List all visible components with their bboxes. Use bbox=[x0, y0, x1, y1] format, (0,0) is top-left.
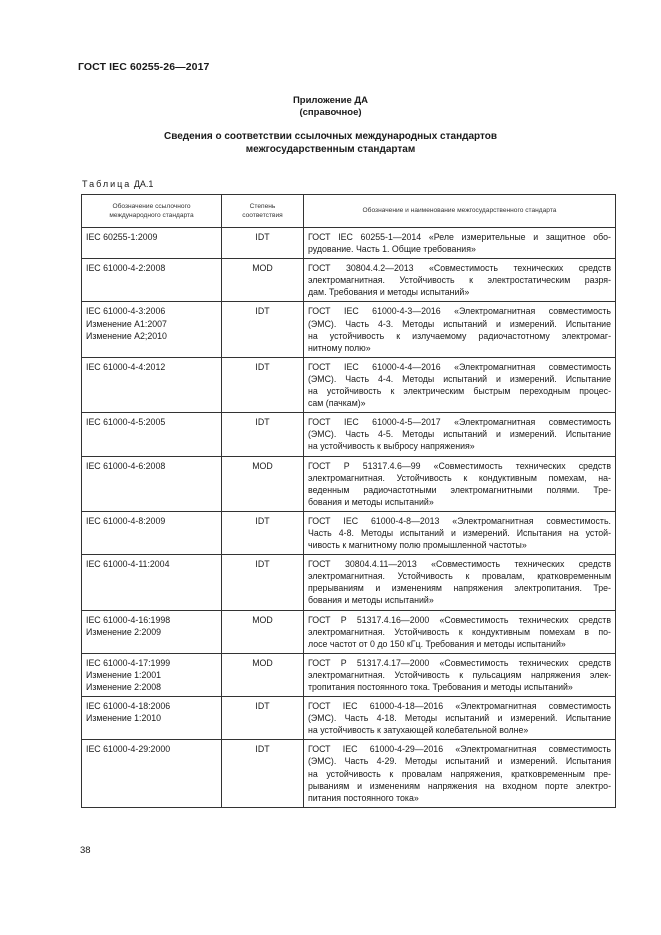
standard-line: нитному полю» bbox=[308, 342, 371, 353]
cell-standard bbox=[304, 357, 616, 412]
cell-degree bbox=[222, 511, 304, 554]
cell-degree bbox=[222, 697, 304, 740]
reference-line: IEC 61000-4-16:1998 bbox=[86, 614, 171, 625]
degree-value: IDT bbox=[255, 417, 270, 428]
table-row bbox=[82, 697, 616, 740]
standard-line: на устойчивость к излучаемому радиочастотному электромаг- bbox=[308, 330, 611, 341]
cell-reference bbox=[82, 653, 222, 696]
reference-line: Изменение А1:2007 bbox=[86, 318, 167, 329]
standard-line: ГОСТ IEC 61000-4-29—2016 «Электромагнитная совместимость bbox=[308, 744, 611, 755]
reference-line: Изменение 1:2010 bbox=[86, 713, 162, 724]
standard-line: лосе частот от 0 до 150 кГц. Требования и методы испытаний» bbox=[308, 638, 566, 649]
cell-standard bbox=[304, 697, 616, 740]
cell-degree bbox=[222, 610, 304, 653]
standard-line: Часть 4-8. Методы испытаний и измерений. Испытания на устой- bbox=[308, 527, 611, 538]
table-label bbox=[82, 179, 153, 189]
standard-line: электромагнитная. Устойчивость к кондуктивным помехам в по- bbox=[308, 626, 611, 637]
reference-line: IEC 61000-4-8:2009 bbox=[86, 515, 166, 526]
table-row bbox=[82, 302, 616, 357]
standard-line: рываниям и изменениям напряжения на входном порте электро- bbox=[308, 780, 611, 791]
reference-line: IEC 61000-4-29:2000 bbox=[86, 744, 171, 755]
degree-value: IDT bbox=[255, 559, 270, 570]
correspondence-table bbox=[81, 194, 616, 808]
cell-reference bbox=[82, 511, 222, 554]
cell-reference bbox=[82, 456, 222, 511]
standard-line: ГОСТ 30804.4.2—2013 «Совместимость технических средств bbox=[308, 263, 611, 274]
reference-line: Изменение 1:2001 bbox=[86, 669, 162, 680]
table-header-row bbox=[82, 195, 616, 228]
section-title-line-2: межгосударственным стандартам bbox=[245, 144, 416, 155]
table-row bbox=[82, 259, 616, 302]
standard-line: электромагнитная. Устойчивость к кондуктивным помехам, на- bbox=[308, 472, 611, 483]
header-reference-standard: Обозначение ссылочного международного стандарта bbox=[82, 195, 222, 228]
reference-line: IEC 61000-4-2:2008 bbox=[86, 263, 166, 274]
cell-degree bbox=[222, 740, 304, 807]
degree-value: IDT bbox=[255, 701, 270, 712]
standard-line: ГОСТ Р 51317.4.6—99 «Совместимость технических средств bbox=[308, 460, 611, 471]
cell-reference bbox=[82, 697, 222, 740]
cell-standard bbox=[304, 302, 616, 357]
standard-line: ГОСТ Р 51317.4.17—2000 «Совместимость технических средств bbox=[308, 657, 611, 668]
cell-standard bbox=[304, 740, 616, 807]
cell-standard bbox=[304, 555, 616, 610]
standard-line: ГОСТ IEC 61000-4-5—2017 «Электромагнитная совместимость bbox=[308, 417, 611, 428]
standard-line: электромагнитная. Устойчивость к провалам, кратковременным bbox=[308, 571, 611, 582]
cell-standard bbox=[304, 228, 616, 259]
cell-degree bbox=[222, 357, 304, 412]
section-title bbox=[0, 130, 661, 156]
cell-degree bbox=[222, 413, 304, 456]
table-row bbox=[82, 653, 616, 696]
standard-line: (ЭМС). Часть 4-18. Методы испытаний и измерений. Испытание bbox=[308, 713, 611, 724]
standard-line: на устойчивость к электрическим быстрым переходным процес- bbox=[308, 386, 611, 397]
reference-line: IEC 61000-4-18:2006 bbox=[86, 701, 171, 712]
document-code: ГОСТ IEC 60255-26—2017 bbox=[78, 61, 210, 73]
degree-value: IDT bbox=[255, 232, 270, 242]
standard-line: (ЭМС). Часть 4-29. Методы испытаний и измерений. Испытания bbox=[308, 756, 611, 767]
degree-value: MOD bbox=[252, 614, 273, 625]
reference-line: IEC 61000-4-3:2006 bbox=[86, 306, 166, 317]
table-row bbox=[82, 413, 616, 456]
standard-line: прерываниям и изменениям напряжения электропитания. Тре- bbox=[308, 583, 611, 594]
table-row bbox=[82, 357, 616, 412]
header-degree: Степень соответствия bbox=[222, 195, 304, 228]
table-row bbox=[82, 740, 616, 807]
table-row bbox=[82, 228, 616, 259]
reference-line: Изменение 2:2008 bbox=[86, 682, 162, 692]
standard-line: на устойчивость к затухающей колебательной волне» bbox=[308, 725, 529, 736]
cell-degree bbox=[222, 653, 304, 696]
page-number: 38 bbox=[80, 845, 91, 856]
cell-reference bbox=[82, 555, 222, 610]
standard-line: веденным радиочастотными электромагнитными полями. Тре- bbox=[308, 484, 611, 495]
cell-reference bbox=[82, 740, 222, 807]
standard-line: ГОСТ 30804.4.11—2013 «Совместимость технических средств bbox=[308, 559, 611, 570]
cell-standard bbox=[304, 413, 616, 456]
standard-line: бования и методы испытаний» bbox=[308, 595, 434, 606]
standard-line: ГОСТ Р 51317.4.16—2000 «Совместимость технических средств bbox=[308, 614, 611, 625]
table-row bbox=[82, 456, 616, 511]
cell-reference bbox=[82, 302, 222, 357]
table-body bbox=[82, 228, 616, 808]
cell-standard bbox=[304, 610, 616, 653]
standard-line: чивость к магнитному полю промышленной частоты» bbox=[308, 540, 527, 551]
reference-line: IEC 61000-4-4:2012 bbox=[86, 361, 166, 372]
standard-line: тропитания постоянного тока. Требования и методы испытаний» bbox=[308, 682, 573, 692]
degree-value: IDT bbox=[255, 306, 270, 317]
standard-line: электромагнитная. Устойчивость к электростатическим разря- bbox=[308, 275, 611, 286]
degree-value: MOD bbox=[252, 460, 273, 471]
cell-degree bbox=[222, 259, 304, 302]
standard-line: ГОСТ IEC 61000-4-3—2016 «Электромагнитная совместимость bbox=[308, 306, 611, 317]
table-label-word: Таблица bbox=[82, 179, 132, 189]
table-row bbox=[82, 610, 616, 653]
standard-line: ГОСТ IEC 61000-4-4—2016 «Электромагнитная совместимость bbox=[308, 361, 611, 372]
standard-line: рудование. Часть 1. Общие требования» bbox=[308, 244, 476, 255]
reference-line: IEC 61000-4-17:1999 bbox=[86, 657, 171, 668]
degree-value: MOD bbox=[252, 657, 273, 668]
cell-reference bbox=[82, 413, 222, 456]
degree-value: IDT bbox=[255, 744, 270, 755]
reference-line: Изменение 2:2009 bbox=[86, 626, 162, 637]
cell-standard bbox=[304, 456, 616, 511]
cell-standard bbox=[304, 511, 616, 554]
standard-line: (ЭМС). Часть 4-4. Методы испытаний и измерений. Испытание bbox=[308, 373, 611, 384]
standard-line: на устойчивость к выбросу напряжения» bbox=[308, 441, 475, 452]
degree-value: MOD bbox=[252, 263, 273, 274]
table-label-number: ДА.1 bbox=[133, 179, 154, 189]
standard-line: сам (пачкам)» bbox=[308, 398, 366, 409]
standard-line: ГОСТ IEC 61000-4-18—2016 «Электромагнитная совместимость bbox=[308, 701, 611, 712]
cell-degree bbox=[222, 456, 304, 511]
appendix-title: Приложение ДА bbox=[292, 95, 369, 106]
standard-line: ГОСТ IEC 60255-1—2014 «Реле измерительные и защитное обо- bbox=[308, 232, 611, 242]
standard-line: дам. Требования и методы испытаний» bbox=[308, 287, 470, 298]
reference-line: IEC 61000-4-6:2008 bbox=[86, 460, 166, 471]
cell-standard bbox=[304, 653, 616, 696]
reference-line: Изменение А2;2010 bbox=[86, 330, 167, 341]
cell-degree bbox=[222, 228, 304, 259]
cell-reference bbox=[82, 610, 222, 653]
cell-degree bbox=[222, 555, 304, 610]
cell-reference bbox=[82, 357, 222, 412]
reference-line: IEC 61000-4-11:2004 bbox=[86, 559, 170, 570]
degree-value: IDT bbox=[255, 515, 270, 526]
cell-reference bbox=[82, 228, 222, 259]
appendix-heading bbox=[0, 95, 661, 119]
table-row bbox=[82, 511, 616, 554]
standard-line: ГОСТ IEC 61000-4-8—2013 «Электромагнитная совместимость. bbox=[308, 515, 611, 526]
standard-line: на устойчивость к провалам напряжения, кратковременным пре- bbox=[308, 768, 611, 779]
degree-value: IDT bbox=[255, 361, 270, 372]
header-interstate-standard: Обозначение и наименование межгосударственного стандарта bbox=[304, 195, 616, 228]
section-title-line-1: Сведения о соответствии ссылочных международных стандартов bbox=[163, 131, 498, 142]
standard-line: электромагнитная. Устойчивость к пульсациям напряжения элек- bbox=[308, 669, 611, 680]
reference-line: IEC 60255-1:2009 bbox=[86, 232, 158, 242]
appendix-subtitle: (справочное) bbox=[299, 107, 362, 118]
standard-line: бования и методы испытаний» bbox=[308, 496, 434, 507]
table-row bbox=[82, 555, 616, 610]
cell-standard bbox=[304, 259, 616, 302]
cell-degree bbox=[222, 302, 304, 357]
cell-reference bbox=[82, 259, 222, 302]
standard-line: (ЭМС). Часть 4-3. Методы испытаний и измерений. Испытание bbox=[308, 318, 611, 329]
reference-line: IEC 61000-4-5:2005 bbox=[86, 417, 166, 428]
standard-line: питания постоянного тока» bbox=[308, 792, 419, 803]
standard-line: (ЭМС). Часть 4-5. Методы испытаний и измерений. Испытание bbox=[308, 429, 611, 440]
